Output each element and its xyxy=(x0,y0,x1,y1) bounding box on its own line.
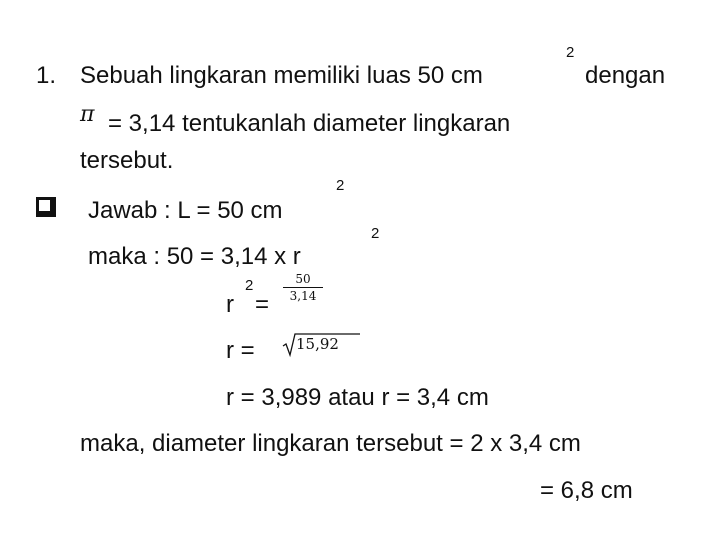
final-result: = 6,8 cm xyxy=(540,477,633,504)
r-squared-superscript: 2 xyxy=(245,277,254,294)
r-sqrt-lhs: r = xyxy=(226,337,255,364)
fraction-bar xyxy=(283,287,323,288)
problem-line-1-end: dengan xyxy=(585,62,666,89)
problem-line-3: tersebut. xyxy=(80,147,174,174)
maka-line: maka : 50 = 3,14 x r xyxy=(88,243,301,270)
square-root xyxy=(282,332,362,358)
sqrt-value: 15,92 xyxy=(296,335,339,353)
problem-line-1: Sebuah lingkaran memiliki luas 50 cm xyxy=(80,62,483,89)
checkbox-icon xyxy=(36,197,56,217)
problem-line-2: = 3,14 tentukanlah diameter lingkaran xyxy=(108,110,511,137)
fraction-numerator: 50 xyxy=(295,272,311,286)
r-result-line: r = 3,989 atau r = 3,4 cm xyxy=(226,384,489,411)
r-squared-equals: = xyxy=(255,291,270,318)
fraction xyxy=(283,272,323,303)
jawab-line: Jawab : L = 50 cm xyxy=(88,197,283,224)
maka-superscript: 2 xyxy=(371,225,380,242)
fraction-denominator: 3,14 xyxy=(289,289,317,303)
problem-line-1-superscript: 2 xyxy=(566,44,575,61)
conclusion-line: maka, diameter lingkaran tersebut = 2 x 3,4 cm xyxy=(80,430,581,457)
pi-symbol: π xyxy=(80,102,95,127)
problem-number: 1. xyxy=(36,62,57,89)
r-squared-lhs: r xyxy=(226,291,234,318)
jawab-superscript: 2 xyxy=(336,177,345,194)
